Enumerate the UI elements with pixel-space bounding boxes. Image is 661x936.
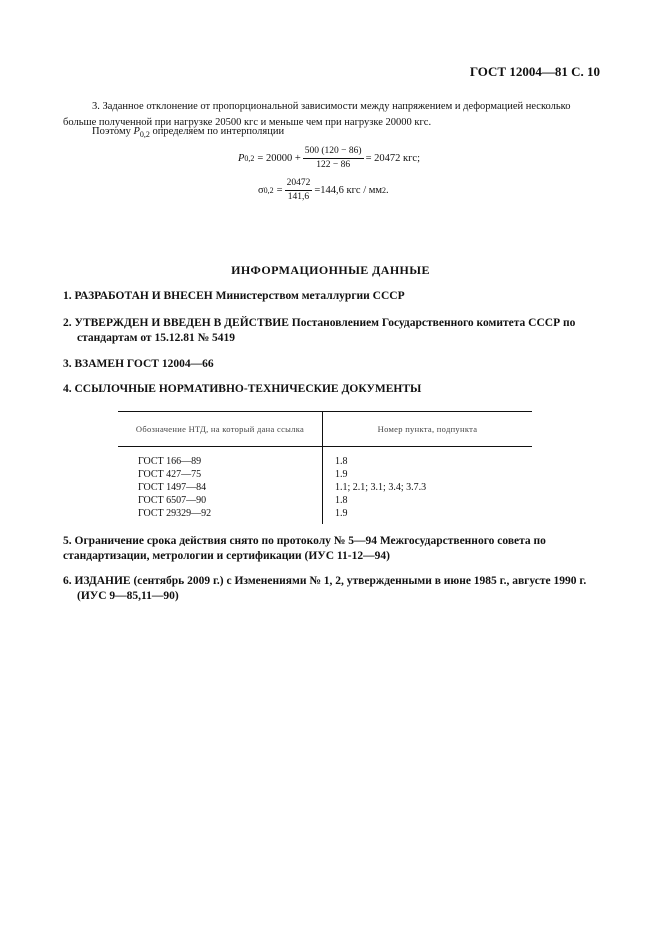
formula-sigma02-numerator: 20472 [285,178,313,191]
table-cell-ntd: ГОСТ 1497—84 [118,481,323,494]
formula-sigma02-fraction [285,178,313,203]
info-item-2-line2: стандартам от 15.12.81 № 5419 [77,332,236,344]
formula-sigma02-tail: . [386,185,389,196]
formula-sigma02-denominator: 141,6 [287,192,310,202]
info-item-6 [63,574,593,604]
section-title: ИНФОРМАЦИОННЫЕ ДАННЫЕ [231,263,430,277]
table-cell-ntd: ГОСТ 166—89 [118,447,323,469]
table-cell-clause: 1.9 [335,508,348,519]
table-cell-clause: 1.8 [335,456,348,467]
info-item-4: 4. ССЫЛОЧНЫЕ НОРМАТИВНО-ТЕХНИЧЕСКИЕ ДОКУМЕНТЫ [63,383,422,395]
formula-p02-lhs-sub: 0,2 [244,154,255,163]
formula-p02-fraction [303,146,364,171]
table-row [118,494,532,507]
info-item-6-line2: (ИУС 9—85,11—90) [77,590,179,602]
formula-p02-denominator: 122 − 86 [316,160,351,170]
page-header: ГОСТ 12004—81 С. 10 [469,64,600,79]
table-cell-clause: 1.1; 2.1; 3.1; 3.4; 3.7.3 [335,482,427,493]
formula-sigma02-lhs: σ [258,185,264,196]
table-row [118,468,532,481]
info-item-1: 1. РАЗРАБОТАН И ВНЕСЕН Министерством металлургии СССР [63,290,405,302]
table-cell-ntd: ГОСТ 427—75 [118,468,323,481]
paragraph-3-interpolation [92,124,284,143]
table-header-ntd: Обозначение НТД, на который дана ссылка [118,412,323,447]
symbol-p: P [133,126,140,137]
table-row [118,481,532,494]
table-row [118,507,532,524]
table-cell-ntd: ГОСТ 6507—90 [118,494,323,507]
reference-table [118,411,532,524]
table-header-row [118,412,532,447]
symbol-p-subscript: 0,2 [139,130,150,139]
info-item-3: 3. ВЗАМЕН ГОСТ 12004—66 [63,358,214,370]
formula-p02-eq: = 20000 + [257,153,301,164]
formula-p02-lhs: P [238,153,245,164]
formula-sigma02 [258,178,389,203]
formula-p02 [238,146,420,171]
table-cell-ntd: ГОСТ 29329—92 [118,507,323,524]
info-item-5: 5. Ограничение срока действия снято по протоколу № 5—94 Межгосударственного совета по стандартизации, метрологии и сертификации (ИУС 11-12—94) [63,535,546,562]
interpolation-prefix: Поэтому [92,126,131,137]
formula-p02-numerator: 500 (120 − 86) [303,146,364,159]
formula-sigma02-result-sup: 2 [382,186,387,195]
formula-sigma02-lhs-sub: 0,2 [263,186,274,195]
paragraph-3: 3. Заданное отклонение от пропорциональной зависимости между напряжением и деформацией несколько больше полученной при нагрузке 20500 кгс и меньше чем при нагрузке 20000 кгс. [63,101,571,128]
table-header-clause: Номер пункта, подпункта [323,412,533,447]
formula-sigma02-eq: = [276,185,283,196]
info-item-2 [63,316,593,346]
table-row [118,447,532,469]
interpolation-suffix: определяем по интерполяции [152,126,285,137]
table-cell-clause: 1.9 [335,469,348,480]
formula-sigma02-result: =144,6 кгс / мм [314,185,383,196]
info-item-6-line1: 6. ИЗДАНИЕ (сентябрь 2009 г.) с Изменениями № 1, 2, утвержденными в июне 1985 г., августе 1990 г. [63,575,587,587]
table-cell-clause: 1.8 [335,495,348,506]
info-item-2-line1: 2. УТВЕРЖДЕН И ВВЕДЕН В ДЕЙСТВИЕ Постановлением Государственного комитета СССР по [63,317,576,329]
formula-p02-result: = 20472 кгс; [365,153,420,164]
